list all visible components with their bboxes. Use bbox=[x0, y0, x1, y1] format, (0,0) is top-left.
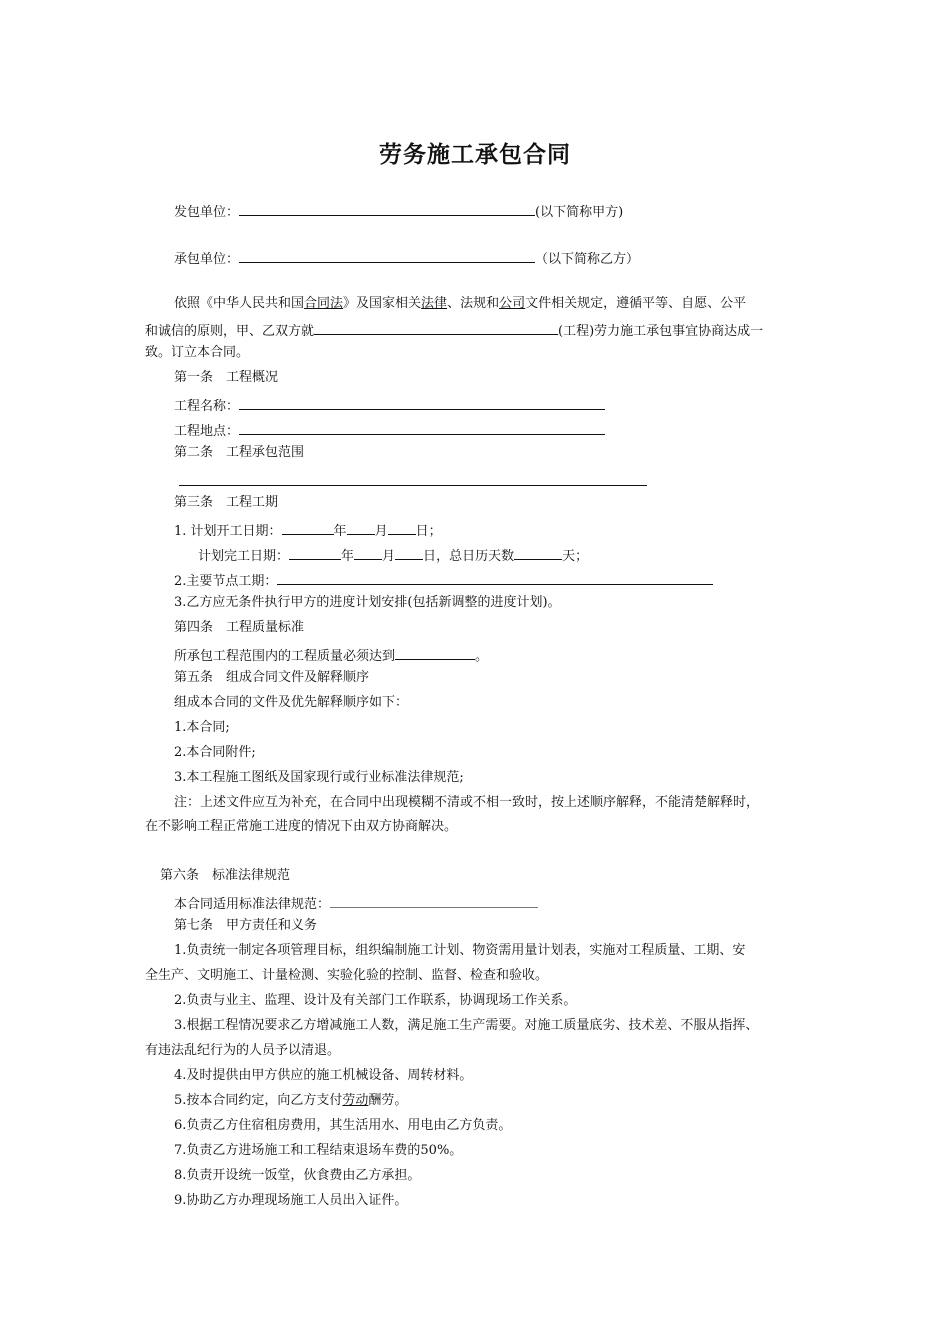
duty-5 bbox=[174, 1093, 407, 1109]
doc-order-intro: 组成本合同的文件及优先解释顺序如下： bbox=[174, 695, 409, 710]
doc-order-item-2: 2.本合同附件; bbox=[174, 745, 256, 760]
total-days-field[interactable] bbox=[514, 545, 562, 560]
day-label: 日 bbox=[423, 549, 437, 564]
article-5-heading: 第五条 组成合同文件及解释顺序 bbox=[174, 670, 370, 685]
quality-field[interactable] bbox=[395, 645, 475, 660]
project-name-line bbox=[174, 395, 605, 415]
party-b-line bbox=[174, 248, 639, 268]
standards-label: 本合同适用标准法律规范： bbox=[174, 897, 331, 912]
start-year-field[interactable] bbox=[282, 520, 334, 535]
project-name-input[interactable] bbox=[239, 395, 605, 410]
preamble-line-3: 致。订立本合同。 bbox=[145, 345, 250, 360]
start-date-line bbox=[174, 520, 442, 540]
finish-year-field[interactable] bbox=[289, 545, 341, 560]
duty-3-line-2: 有违法乱纪行为的人员予以清退。 bbox=[145, 1043, 341, 1058]
year-label: 年 bbox=[333, 524, 347, 539]
milestone-line bbox=[174, 570, 713, 590]
duty-9: 9.协助乙方办理现场施工人员出入证件。 bbox=[174, 1193, 408, 1208]
quality-line bbox=[174, 645, 488, 665]
duty-7: 7.负责乙方进场施工和工程结束退场车费的50%。 bbox=[174, 1143, 463, 1158]
contract-law-link[interactable]: 合同法 bbox=[304, 296, 344, 311]
party-a-line bbox=[174, 201, 623, 221]
duty-1-line-2: 全生产、文明施工、计量检测、实验化验的控制、监督、检查和验收。 bbox=[145, 968, 549, 983]
project-site-line bbox=[174, 420, 605, 440]
project-site-label: 工程地点： bbox=[174, 424, 240, 439]
month-label: 月 bbox=[382, 549, 396, 564]
document-title: 劳务施工承包合同 bbox=[379, 142, 571, 168]
year-label: 年 bbox=[341, 549, 355, 564]
party-b-field[interactable] bbox=[239, 248, 535, 263]
day-label: 日； bbox=[415, 524, 442, 539]
article-3-heading: 第三条 工程工期 bbox=[174, 495, 279, 510]
article-1-heading: 第一条 工程概况 bbox=[174, 370, 279, 385]
article-6-heading: 第六条 标准法律规范 bbox=[160, 868, 291, 883]
quality-end: 。 bbox=[475, 649, 489, 664]
standards-line bbox=[174, 893, 538, 913]
preamble-line-2 bbox=[145, 320, 763, 340]
party-a-label: 发包单位： bbox=[174, 205, 240, 220]
preamble-text: 》及国家相关 bbox=[343, 296, 422, 311]
party-b-label: 承包单位： bbox=[174, 252, 240, 267]
start-date-label: 1. 计划开工日期： bbox=[174, 524, 282, 539]
duty-8: 8.负责开设统一饭堂，伙食费由乙方承担。 bbox=[174, 1168, 421, 1183]
preamble-text: 、法规和 bbox=[447, 296, 500, 311]
duty-5-text: 酬劳。 bbox=[368, 1093, 408, 1108]
preamble-line-1 bbox=[174, 296, 746, 312]
preamble-text: 依照《中华人民共和国 bbox=[174, 296, 305, 311]
total-days-label: ，总日历天数 bbox=[436, 549, 515, 564]
project-site-input[interactable] bbox=[239, 420, 605, 435]
finish-month-field[interactable] bbox=[354, 545, 382, 560]
project-name-label: 工程名称： bbox=[174, 399, 240, 414]
duty-2: 2.负责与业主、监理、设计及有关部门工作联系，协调现场工作关系。 bbox=[174, 993, 577, 1008]
doc-order-item-3: 3.本工程施工图纸及国家现行或行业标准法律规范; bbox=[174, 770, 464, 785]
duty-6: 6.负责乙方住宿租房费用，其生活用水、用电由乙方负责。 bbox=[174, 1118, 512, 1133]
scope-field[interactable] bbox=[179, 485, 647, 486]
company-link[interactable]: 公司 bbox=[499, 296, 526, 311]
start-day-field[interactable] bbox=[388, 520, 416, 535]
milestone-label: 2.主要节点工期： bbox=[174, 574, 278, 589]
finish-date-line bbox=[198, 545, 588, 565]
finish-date-label: 计划完工日期： bbox=[198, 549, 290, 564]
duty-5-text: 5.按本合同约定，向乙方支付 bbox=[174, 1093, 343, 1108]
article-4-heading: 第四条 工程质量标准 bbox=[174, 620, 305, 635]
party-b-suffix: （以下简称乙方） bbox=[535, 252, 640, 267]
finish-day-field[interactable] bbox=[395, 545, 423, 560]
month-label: 月 bbox=[374, 524, 388, 539]
start-month-field[interactable] bbox=[347, 520, 375, 535]
preamble-text: 文件相关规定，遵循平等、自愿、公平 bbox=[525, 296, 747, 311]
labor-link[interactable]: 劳动 bbox=[342, 1093, 369, 1108]
preamble-text: (工程)劳力施工承包事宜协商达成一 bbox=[558, 324, 764, 339]
standards-field[interactable] bbox=[330, 893, 538, 908]
project-name-field[interactable] bbox=[314, 320, 558, 335]
law-link[interactable]: 法律 bbox=[421, 296, 448, 311]
duty-4: 4.及时提供由甲方供应的施工机械设备、周转材料。 bbox=[174, 1068, 473, 1083]
preamble-text: 和诚信的原则，甲、乙双方就 bbox=[145, 324, 315, 339]
schedule-item-3: 3.乙方应无条件执行甲方的进度计划安排(包括新调整的进度计划)。 bbox=[174, 595, 561, 610]
doc-order-note-line-1: 注：上述文件应互为补充，在合同中出现模糊不清或不相一致时，按上述顺序解释，不能清楚解释时， bbox=[174, 795, 760, 810]
doc-order-item-1: 1.本合同; bbox=[174, 720, 230, 735]
article-7-heading: 第七条 甲方责任和义务 bbox=[174, 918, 318, 933]
party-a-field[interactable] bbox=[239, 201, 535, 216]
milestone-field[interactable] bbox=[277, 570, 713, 585]
doc-order-note-line-2: 在不影响工程正常施工进度的情况下由双方协商解决。 bbox=[145, 819, 458, 834]
party-a-suffix: (以下简称甲方) bbox=[535, 205, 624, 220]
days-label: 天； bbox=[562, 549, 589, 564]
quality-text: 所承包工程范围内的工程质量必须达到 bbox=[174, 649, 396, 664]
article-2-heading: 第二条 工程承包范围 bbox=[174, 445, 305, 460]
duty-3-line-1: 3.根据工程情况要求乙方增减施工人数，满足施工生产需要。对施工质量底劣、技术差、不服从指挥、 bbox=[174, 1018, 759, 1033]
duty-1-line-1: 1.负责统一制定各项管理目标，组织编制施工计划、物资需用量计划表，实施对工程质量、工期、安 bbox=[174, 943, 746, 958]
